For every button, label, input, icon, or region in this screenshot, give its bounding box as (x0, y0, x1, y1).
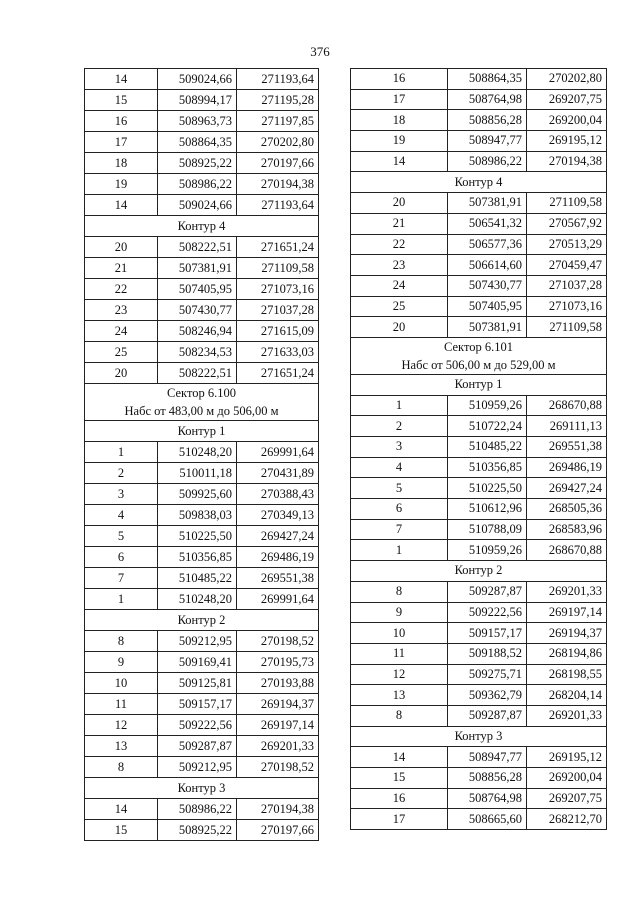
x-coordinate: 509157,17 (448, 623, 527, 644)
x-coordinate: 509287,87 (448, 581, 527, 602)
point-number: 16 (351, 69, 448, 90)
y-coordinate: 271651,24 (237, 237, 319, 258)
contour-header-row (85, 778, 319, 799)
table-row (351, 768, 607, 789)
point-number: 2 (351, 416, 448, 437)
table-row (85, 321, 319, 342)
x-coordinate: 506577,36 (448, 234, 527, 255)
right-coordinates-column (350, 68, 607, 830)
point-number: 4 (85, 505, 158, 526)
table-row (351, 275, 607, 296)
point-number: 17 (351, 809, 448, 830)
x-coordinate: 508764,98 (448, 89, 527, 110)
table-row (351, 664, 607, 685)
point-number: 20 (351, 317, 448, 338)
x-coordinate: 509157,17 (158, 694, 237, 715)
point-number: 1 (85, 589, 158, 610)
x-coordinate: 510485,22 (448, 437, 527, 458)
x-coordinate: 508963,73 (158, 111, 237, 132)
y-coordinate: 268204,14 (527, 685, 607, 706)
x-coordinate: 507405,95 (448, 296, 527, 317)
table-row (85, 111, 319, 132)
y-coordinate: 270194,38 (527, 151, 607, 172)
y-coordinate: 269991,64 (237, 442, 319, 463)
x-coordinate: 510959,26 (448, 395, 527, 416)
y-coordinate: 271109,58 (527, 317, 607, 338)
table-row (351, 540, 607, 561)
table-row (351, 296, 607, 317)
table-row (351, 747, 607, 768)
point-number: 1 (85, 442, 158, 463)
x-coordinate: 508864,35 (158, 132, 237, 153)
x-coordinate: 509125,81 (158, 673, 237, 694)
y-coordinate: 269201,33 (237, 736, 319, 757)
contour-label: Контур 1 (85, 421, 319, 442)
y-coordinate: 270197,66 (237, 820, 319, 841)
point-number: 1 (351, 395, 448, 416)
y-coordinate: 269486,19 (527, 457, 607, 478)
y-coordinate: 271037,28 (237, 300, 319, 321)
y-coordinate: 270567,92 (527, 213, 607, 234)
table-row (85, 757, 319, 778)
contour-label: Контур 1 (351, 374, 607, 395)
y-coordinate: 269195,12 (527, 131, 607, 152)
table-row (351, 213, 607, 234)
contour-header-row (351, 374, 607, 395)
contour-header-row (85, 610, 319, 631)
point-number: 8 (351, 581, 448, 602)
x-coordinate: 508994,17 (158, 90, 237, 111)
point-number: 8 (85, 757, 158, 778)
sector-height-range: Набс от 483,00 м до 506,00 м (124, 404, 279, 418)
contour-header-row (85, 216, 319, 237)
point-number: 25 (351, 296, 448, 317)
x-coordinate: 510225,50 (158, 526, 237, 547)
y-coordinate: 269194,37 (527, 623, 607, 644)
point-number: 23 (351, 255, 448, 276)
right-coordinates-table (350, 68, 607, 830)
x-coordinate: 509188,52 (448, 643, 527, 664)
y-coordinate: 270195,73 (237, 652, 319, 673)
point-number: 22 (85, 279, 158, 300)
y-coordinate: 270513,29 (527, 234, 607, 255)
table-row (351, 416, 607, 437)
x-coordinate: 506614,60 (448, 255, 527, 276)
x-coordinate: 508222,51 (158, 237, 237, 258)
x-coordinate: 509212,95 (158, 631, 237, 652)
y-coordinate: 271193,64 (237, 195, 319, 216)
table-row (351, 602, 607, 623)
contour-label: Контур 3 (85, 778, 319, 799)
table-row (351, 478, 607, 499)
y-coordinate: 271073,16 (527, 296, 607, 317)
table-row (85, 363, 319, 384)
point-number: 24 (351, 275, 448, 296)
y-coordinate: 269207,75 (527, 89, 607, 110)
point-number: 10 (351, 623, 448, 644)
y-coordinate: 269200,04 (527, 768, 607, 789)
x-coordinate: 509222,56 (158, 715, 237, 736)
y-coordinate: 271633,03 (237, 342, 319, 363)
table-row (85, 342, 319, 363)
x-coordinate: 509212,95 (158, 757, 237, 778)
y-coordinate: 270459,47 (527, 255, 607, 276)
sector-header (351, 337, 607, 374)
point-number: 14 (351, 151, 448, 172)
point-number: 20 (85, 237, 158, 258)
y-coordinate: 270193,88 (237, 673, 319, 694)
x-coordinate: 508222,51 (158, 363, 237, 384)
table-row (85, 589, 319, 610)
contour-header-row (351, 726, 607, 747)
y-coordinate: 271651,24 (237, 363, 319, 384)
y-coordinate: 270194,38 (237, 799, 319, 820)
contour-label: Контур 2 (85, 610, 319, 631)
table-row (85, 652, 319, 673)
point-number: 3 (351, 437, 448, 458)
table-row (85, 673, 319, 694)
table-row (85, 736, 319, 757)
y-coordinate: 270202,80 (237, 132, 319, 153)
point-number: 20 (351, 193, 448, 214)
table-row (351, 131, 607, 152)
x-coordinate: 507381,91 (158, 258, 237, 279)
x-coordinate: 506541,32 (448, 213, 527, 234)
point-number: 6 (351, 499, 448, 520)
point-number: 7 (85, 568, 158, 589)
table-row (85, 174, 319, 195)
contour-header-row (351, 561, 607, 582)
point-number: 14 (85, 69, 158, 90)
y-coordinate: 270349,13 (237, 505, 319, 526)
table-row (351, 395, 607, 416)
point-number: 14 (85, 799, 158, 820)
table-row (85, 694, 319, 715)
point-number: 18 (351, 110, 448, 131)
x-coordinate: 507430,77 (448, 275, 527, 296)
table-row (85, 820, 319, 841)
x-coordinate: 508925,22 (158, 820, 237, 841)
y-coordinate: 269195,12 (527, 747, 607, 768)
point-number: 15 (85, 90, 158, 111)
point-number: 17 (85, 132, 158, 153)
table-row (351, 457, 607, 478)
point-number: 8 (351, 705, 448, 726)
x-coordinate: 510612,96 (448, 499, 527, 520)
y-coordinate: 268212,70 (527, 809, 607, 830)
point-number: 13 (351, 685, 448, 706)
point-number: 11 (85, 694, 158, 715)
y-coordinate: 270198,52 (237, 631, 319, 652)
table-row (85, 237, 319, 258)
x-coordinate: 509287,87 (448, 705, 527, 726)
contour-header-row (85, 421, 319, 442)
table-row (85, 90, 319, 111)
x-coordinate: 508925,22 (158, 153, 237, 174)
x-coordinate: 510225,50 (448, 478, 527, 499)
x-coordinate: 508665,60 (448, 809, 527, 830)
y-coordinate: 270194,38 (237, 174, 319, 195)
left-coordinates-column (84, 68, 319, 841)
x-coordinate: 508986,22 (158, 174, 237, 195)
point-number: 16 (351, 788, 448, 809)
y-coordinate: 268505,36 (527, 499, 607, 520)
sector-title: Сектор 6.100 (167, 386, 236, 400)
y-coordinate: 269197,14 (237, 715, 319, 736)
point-number: 14 (85, 195, 158, 216)
x-coordinate: 509169,41 (158, 652, 237, 673)
point-number: 12 (351, 664, 448, 685)
table-row (351, 437, 607, 458)
table-row (85, 132, 319, 153)
y-coordinate: 271109,58 (527, 193, 607, 214)
contour-label: Контур 4 (85, 216, 319, 237)
x-coordinate: 508864,35 (448, 69, 527, 90)
y-coordinate: 269111,13 (527, 416, 607, 437)
table-row (351, 89, 607, 110)
table-row (351, 110, 607, 131)
point-number: 9 (351, 602, 448, 623)
y-coordinate: 269201,33 (527, 581, 607, 602)
table-row (351, 69, 607, 90)
table-row (85, 463, 319, 484)
sector-header (85, 384, 319, 421)
y-coordinate: 271615,09 (237, 321, 319, 342)
y-coordinate: 270388,43 (237, 484, 319, 505)
table-row (351, 788, 607, 809)
x-coordinate: 508856,28 (448, 110, 527, 131)
contour-label: Контур 4 (351, 172, 607, 193)
point-number: 22 (351, 234, 448, 255)
table-row (85, 442, 319, 463)
point-number: 19 (85, 174, 158, 195)
y-coordinate: 268670,88 (527, 540, 607, 561)
point-number: 16 (85, 111, 158, 132)
point-number: 11 (351, 643, 448, 664)
y-coordinate: 269486,19 (237, 547, 319, 568)
table-row (85, 547, 319, 568)
table-row (85, 195, 319, 216)
table-row (351, 705, 607, 726)
point-number: 3 (85, 484, 158, 505)
sector-height-range: Набс от 506,00 м до 529,00 м (401, 357, 556, 372)
point-number: 1 (351, 540, 448, 561)
contour-label: Контур 3 (351, 726, 607, 747)
x-coordinate: 509024,66 (158, 69, 237, 90)
point-number: 12 (85, 715, 158, 736)
table-row (351, 809, 607, 830)
y-coordinate: 271197,85 (237, 111, 319, 132)
x-coordinate: 507405,95 (158, 279, 237, 300)
x-coordinate: 510485,22 (158, 568, 237, 589)
point-number: 5 (85, 526, 158, 547)
x-coordinate: 510011,18 (158, 463, 237, 484)
x-coordinate: 508234,53 (158, 342, 237, 363)
x-coordinate: 510722,24 (448, 416, 527, 437)
x-coordinate: 509222,56 (448, 602, 527, 623)
table-row (351, 234, 607, 255)
point-number: 15 (351, 768, 448, 789)
point-number: 13 (85, 736, 158, 757)
left-coordinates-table (84, 68, 319, 841)
point-number: 4 (351, 457, 448, 478)
table-row (351, 151, 607, 172)
x-coordinate: 508986,22 (448, 151, 527, 172)
contour-label: Контур 2 (351, 561, 607, 582)
table-row (351, 623, 607, 644)
table-row (85, 153, 319, 174)
x-coordinate: 507381,91 (448, 193, 527, 214)
table-row (85, 799, 319, 820)
y-coordinate: 271109,58 (237, 258, 319, 279)
y-coordinate: 269551,38 (237, 568, 319, 589)
point-number: 6 (85, 547, 158, 568)
y-coordinate: 269197,14 (527, 602, 607, 623)
y-coordinate: 269200,04 (527, 110, 607, 131)
y-coordinate: 269207,75 (527, 788, 607, 809)
point-number: 14 (351, 747, 448, 768)
point-number: 20 (85, 363, 158, 384)
y-coordinate: 270197,66 (237, 153, 319, 174)
y-coordinate: 269427,24 (237, 526, 319, 547)
x-coordinate: 507381,91 (448, 317, 527, 338)
table-row (85, 715, 319, 736)
y-coordinate: 269991,64 (237, 589, 319, 610)
x-coordinate: 510248,20 (158, 589, 237, 610)
x-coordinate: 508986,22 (158, 799, 237, 820)
table-row (351, 519, 607, 540)
table-row (351, 685, 607, 706)
y-coordinate: 270431,89 (237, 463, 319, 484)
x-coordinate: 508947,77 (448, 747, 527, 768)
point-number: 7 (351, 519, 448, 540)
x-coordinate: 509362,79 (448, 685, 527, 706)
point-number: 18 (85, 153, 158, 174)
x-coordinate: 509925,60 (158, 484, 237, 505)
x-coordinate: 509024,66 (158, 195, 237, 216)
x-coordinate: 509838,03 (158, 505, 237, 526)
contour-header-row (351, 172, 607, 193)
table-row (85, 631, 319, 652)
table-row (351, 499, 607, 520)
table-row (85, 300, 319, 321)
table-row (351, 255, 607, 276)
sector-title: Сектор 6.101 (444, 339, 513, 354)
point-number: 10 (85, 673, 158, 694)
x-coordinate: 510248,20 (158, 442, 237, 463)
y-coordinate: 269427,24 (527, 478, 607, 499)
point-number: 15 (85, 820, 158, 841)
y-coordinate: 268670,88 (527, 395, 607, 416)
x-coordinate: 508947,77 (448, 131, 527, 152)
y-coordinate: 268194,86 (527, 643, 607, 664)
x-coordinate: 510959,26 (448, 540, 527, 561)
point-number: 25 (85, 342, 158, 363)
point-number: 21 (351, 213, 448, 234)
y-coordinate: 271037,28 (527, 275, 607, 296)
sector-header-row (351, 337, 607, 374)
x-coordinate: 508764,98 (448, 788, 527, 809)
table-row (85, 484, 319, 505)
point-number: 17 (351, 89, 448, 110)
point-number: 23 (85, 300, 158, 321)
y-coordinate: 270198,52 (237, 757, 319, 778)
y-coordinate: 268583,96 (527, 519, 607, 540)
table-row (351, 193, 607, 214)
x-coordinate: 509287,87 (158, 736, 237, 757)
x-coordinate: 508246,94 (158, 321, 237, 342)
x-coordinate: 509275,71 (448, 664, 527, 685)
x-coordinate: 510356,85 (158, 547, 237, 568)
x-coordinate: 510788,09 (448, 519, 527, 540)
table-row (351, 317, 607, 338)
y-coordinate: 269194,37 (237, 694, 319, 715)
x-coordinate: 507430,77 (158, 300, 237, 321)
y-coordinate: 271073,16 (237, 279, 319, 300)
table-row (85, 505, 319, 526)
y-coordinate: 271193,64 (237, 69, 319, 90)
sector-header-row (85, 384, 319, 421)
table-row (85, 568, 319, 589)
x-coordinate: 510356,85 (448, 457, 527, 478)
point-number: 9 (85, 652, 158, 673)
y-coordinate: 270202,80 (527, 69, 607, 90)
point-number: 24 (85, 321, 158, 342)
y-coordinate: 269201,33 (527, 705, 607, 726)
point-number: 5 (351, 478, 448, 499)
page-number: 376 (310, 44, 330, 59)
table-row (85, 69, 319, 90)
y-coordinate: 269551,38 (527, 437, 607, 458)
x-coordinate: 508856,28 (448, 768, 527, 789)
point-number: 2 (85, 463, 158, 484)
table-row (351, 643, 607, 664)
point-number: 21 (85, 258, 158, 279)
table-row (85, 526, 319, 547)
table-row (85, 279, 319, 300)
table-row (85, 258, 319, 279)
y-coordinate: 268198,55 (527, 664, 607, 685)
table-row (351, 581, 607, 602)
point-number: 19 (351, 131, 448, 152)
point-number: 8 (85, 631, 158, 652)
y-coordinate: 271195,28 (237, 90, 319, 111)
